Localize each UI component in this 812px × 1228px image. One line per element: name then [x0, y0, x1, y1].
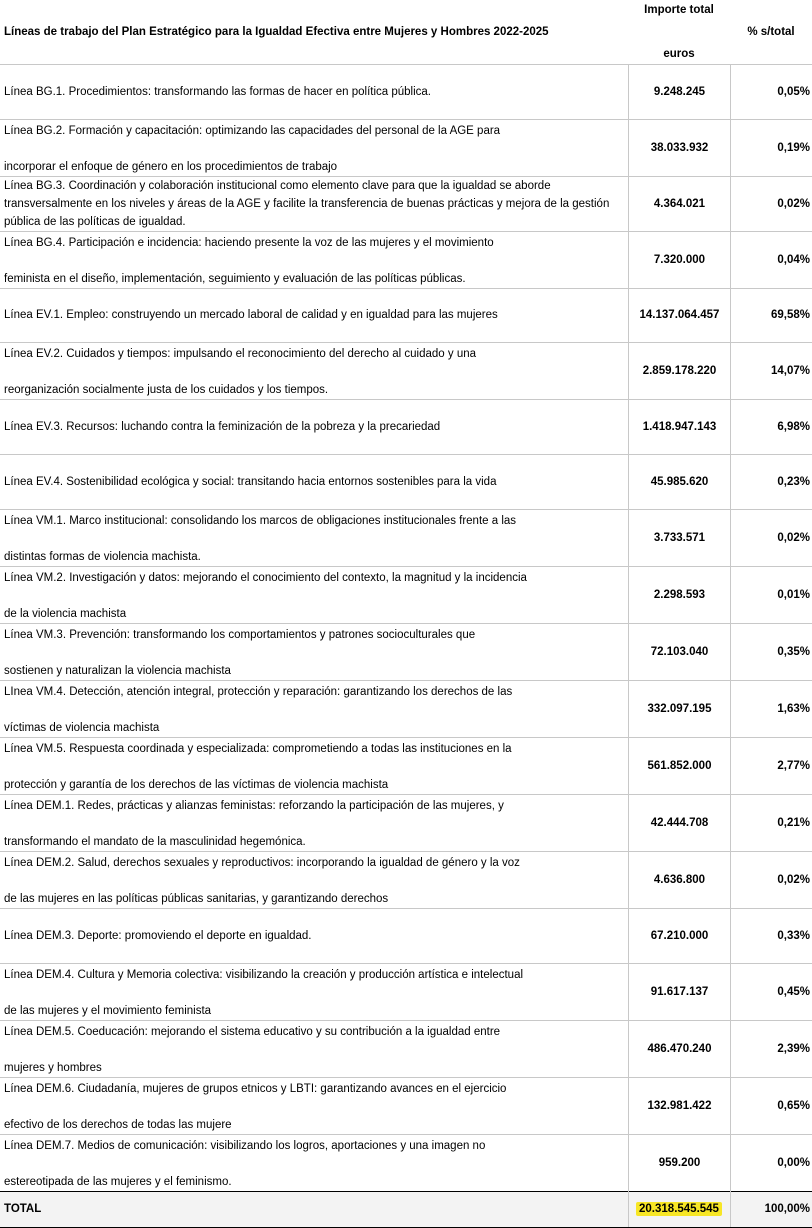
row-description-line2: de la violencia machista: [4, 607, 127, 620]
row-description-line2: incorporar el enfoque de género en los procedimientos de trabajo: [4, 160, 338, 173]
table-row: [0, 1020, 812, 1077]
row-description: [0, 737, 628, 794]
row-amount: 332.097.195: [628, 680, 730, 737]
row-amount: 959.200: [628, 1134, 730, 1191]
row-description-line2: efectivo de los derechos de todas las mujere: [4, 1118, 232, 1131]
table-row: [0, 963, 812, 1020]
row-amount: 67.210.000: [628, 908, 730, 963]
row-description-line2: de las mujeres y el movimiento feminista: [4, 1004, 212, 1017]
row-amount: 42.444.708: [628, 794, 730, 851]
row-description: [0, 680, 628, 737]
row-amount: 2.298.593: [628, 566, 730, 623]
table-row: [0, 400, 812, 455]
row-description: Línea EV.4. Sostenibilidad ecológica y social: transitando hacia entornos sostenibles para la vida: [0, 454, 628, 509]
row-percent: 2,77%: [730, 737, 812, 794]
row-description-line1: Línea DEM.1. Redes, prácticas y alianzas feministas: reforzando la participación de las mujeres, y: [4, 799, 504, 812]
row-description: [0, 794, 628, 851]
row-amount: 91.617.137: [628, 963, 730, 1020]
table-row: [0, 680, 812, 737]
row-amount: 3.733.571: [628, 509, 730, 566]
table-row: [0, 1134, 812, 1191]
table-row: [0, 794, 812, 851]
row-description-line2: feminista en el diseño, implementación, seguimiento y evaluación de las políticas públicas.: [4, 272, 466, 285]
row-percent: 0,65%: [730, 1077, 812, 1134]
row-percent: 0,01%: [730, 566, 812, 623]
header-percent: % s/total: [747, 25, 795, 38]
total-amount-cell: [628, 1191, 730, 1227]
row-description-line2: mujeres y hombres: [4, 1061, 102, 1074]
row-percent: 0,00%: [730, 1134, 812, 1191]
table-row: [0, 509, 812, 566]
row-amount: 561.852.000: [628, 737, 730, 794]
row-description-line2: distintas formas de violencia machista.: [4, 550, 201, 563]
row-description: Línea DEM.3. Deporte: promoviendo el deporte en igualdad.: [0, 908, 628, 963]
table-row: [0, 176, 812, 231]
row-percent: 0,02%: [730, 509, 812, 566]
row-amount: 45.985.620: [628, 454, 730, 509]
row-description-line1: Línea VM.2. Investigación y datos: mejorando el conocimiento del contexto, la magnitud y la incidencia: [4, 571, 527, 584]
table-row: [0, 288, 812, 343]
row-percent: 0,04%: [730, 231, 812, 288]
row-percent: 0,02%: [730, 851, 812, 908]
row-description-line2: reorganización socialmente justa de los cuidados y los tiempos.: [4, 384, 329, 396]
table-row: [0, 623, 812, 680]
table-row: [0, 119, 812, 176]
row-description-line1: Línea EV.2. Cuidados y tiempos: impulsando el reconocimiento del derecho al cuidado y una: [4, 348, 477, 360]
row-description-line2: protección y garantía de los derechos de las víctimas de violencia machista: [4, 778, 389, 791]
row-amount: 7.320.000: [628, 231, 730, 288]
row-description-line2: estereotipada de las mujeres y el feminismo.: [4, 1175, 232, 1188]
row-description-line2: sostienen y naturalizan la violencia machista: [4, 664, 231, 677]
row-description: Línea EV.1. Empleo: construyendo un mercado laboral de calidad y en igualdad para las mujeres: [0, 288, 628, 343]
table-row: [0, 566, 812, 623]
header-description: Líneas de trabajo del Plan Estratégico para la Igualdad Efectiva entre Mujeres y Hombres 2022-2025: [4, 25, 549, 38]
row-percent: 6,98%: [730, 400, 812, 455]
row-description: [0, 623, 628, 680]
table-row: [0, 908, 812, 963]
row-description-line1: Línea DEM.5. Coeducación: mejorando el sistema educativo y su contribución a la igualdad entre: [4, 1025, 501, 1038]
row-amount: 486.470.240: [628, 1020, 730, 1077]
row-percent: 0,19%: [730, 119, 812, 176]
row-amount: 72.103.040: [628, 623, 730, 680]
row-percent: 0,35%: [730, 623, 812, 680]
row-description: Línea BG.3. Coordinación y colaboración institucional como elemento clave para que la igualdad se aborde transversalmente en los niveles y áreas de la AGE y facilite la transferencia de buenas prácticas y mejora de la gestión pública de las políticas de igualdad.: [0, 176, 628, 231]
row-percent: 0,02%: [730, 176, 812, 231]
row-amount: 9.248.245: [628, 64, 730, 119]
row-description: [0, 1134, 628, 1191]
row-description-line1: LInea VM.4. Detección, atención integral, protección y reparación: garantizando los derechos de las: [4, 685, 513, 698]
row-description-line1: Línea VM.1. Marco institucional: consolidando los marcos de obligaciones institucionales frente a las: [4, 514, 517, 527]
header-amount-line1: Importe total: [644, 4, 714, 16]
row-description: [0, 851, 628, 908]
total-percent: 100,00%: [730, 1191, 812, 1227]
row-percent: 1,63%: [730, 680, 812, 737]
table-row: [0, 851, 812, 908]
row-percent: 2,39%: [730, 1020, 812, 1077]
row-description: Línea EV.3. Recursos: luchando contra la feminización de la pobreza y la precariedad: [0, 400, 628, 455]
row-amount: 4.364.021: [628, 176, 730, 231]
row-description-line1: Línea DEM.2. Salud, derechos sexuales y reproductivos: incorporando la igualdad de género y la voz: [4, 856, 520, 869]
row-description: [0, 509, 628, 566]
row-description-line2: de las mujeres en las políticas públicas sanitarias, y garantizando derechos: [4, 892, 389, 905]
row-description-line1: Línea VM.5. Respuesta coordinada y especializada: comprometiendo a todas las instituciones en la: [4, 742, 512, 755]
row-percent: 0,21%: [730, 794, 812, 851]
total-label: TOTAL: [0, 1191, 628, 1227]
table-row: [0, 737, 812, 794]
row-percent: 0,23%: [730, 454, 812, 509]
row-amount: 1.418.947.143: [628, 400, 730, 455]
header-amount: [628, 0, 730, 64]
row-percent: 0,45%: [730, 963, 812, 1020]
row-description-line1: Línea BG.4. Participación e incidencia: haciendo presente la voz de las mujeres y el movimiento: [4, 236, 494, 249]
row-description: Línea BG.1. Procedimientos: transformando las formas de hacer en política pública.: [0, 64, 628, 119]
row-percent: 0,33%: [730, 908, 812, 963]
row-description: [0, 1020, 628, 1077]
row-description-line1: Línea BG.2. Formación y capacitación: optimizando las capacidades del personal de la AGE para: [4, 124, 501, 137]
row-description-line1: Línea VM.3. Prevención: transformando los comportamientos y patrones socioculturales que: [4, 628, 476, 641]
row-percent: 14,07%: [730, 343, 812, 400]
row-description: [0, 1077, 628, 1134]
row-description-line1: Línea DEM.6. Ciudadanía, mujeres de grupos etnicos y LBTI: garantizando avances en el ejercicio: [4, 1082, 507, 1095]
header-amount-line2: euros: [663, 47, 695, 60]
total-amount-highlight: 20.318.545.545: [636, 1202, 722, 1216]
row-amount: 38.033.932: [628, 119, 730, 176]
table-row: [0, 343, 812, 400]
row-description: [0, 963, 628, 1020]
row-amount: 4.636.800: [628, 851, 730, 908]
table-row: [0, 231, 812, 288]
row-description: [0, 343, 628, 400]
row-description: [0, 119, 628, 176]
row-amount: 132.981.422: [628, 1077, 730, 1134]
row-description: [0, 231, 628, 288]
row-percent: 0,05%: [730, 64, 812, 119]
row-amount: 14.137.064.457: [628, 288, 730, 343]
table-row: [0, 64, 812, 119]
row-amount: 2.859.178.220: [628, 343, 730, 400]
table-row: [0, 1077, 812, 1134]
row-description-line1: Línea DEM.7. Medios de comunicación: visibilizando los logros, aportaciones y una imagen no: [4, 1139, 486, 1152]
row-description-line2: transformando el mandato de la masculinidad hegemónica.: [4, 835, 306, 848]
row-description-line2: víctimas de violencia machista: [4, 721, 160, 734]
row-percent: 69,58%: [730, 288, 812, 343]
table-row: [0, 454, 812, 509]
total-row: [0, 1191, 812, 1227]
table-header-row: [0, 0, 812, 64]
row-description: [0, 566, 628, 623]
row-description-line1: Línea DEM.4. Cultura y Memoria colectiva: visibilizando la creación y producción artística e intelectual: [4, 968, 524, 981]
